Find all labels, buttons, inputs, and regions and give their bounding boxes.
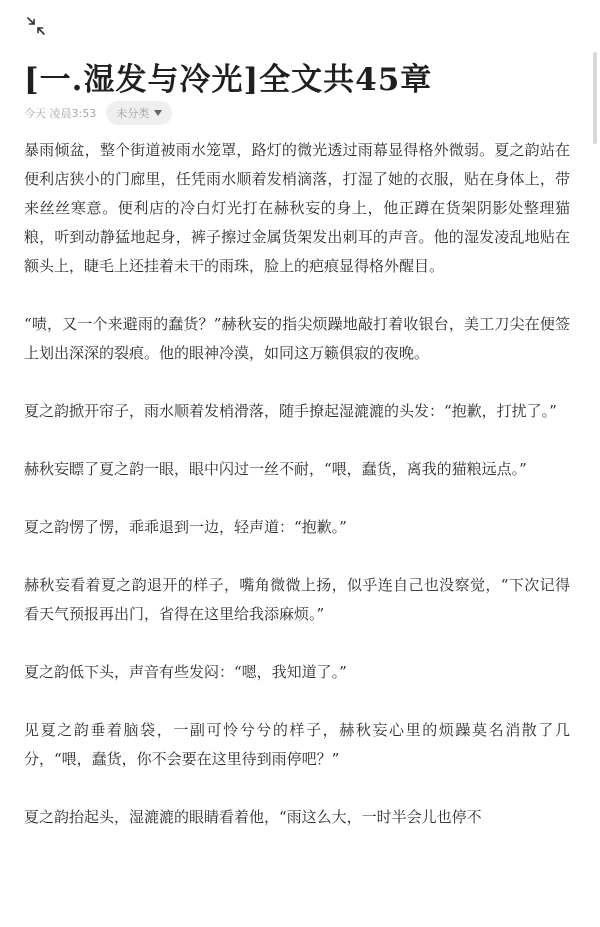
paragraph: 见夏之韵垂着脑袋，一副可怜兮兮的样子，赫秋妄心里的烦躁莫名消散了几分，“喂，蠢货，你不会要在这里待到雨停吧？” bbox=[24, 721, 570, 768]
paragraph: 夏之韵抬起头，湿漉漉的眼睛看着他，“雨这么大，一时半会儿也停不 bbox=[24, 808, 482, 826]
caret-down-icon bbox=[154, 110, 162, 116]
collapse-icon[interactable] bbox=[24, 14, 48, 38]
paragraph: 赫秋妄瞟了夏之韵一眼，眼中闪过一丝不耐，“喂，蠢货，离我的猫粮远点。” bbox=[24, 460, 527, 478]
paragraph: “啧，又一个来避雨的蠢货？”赫秋妄的指尖烦躁地敲打着收银台，美工刀尖在便签上划出深深的裂痕。他的眼神冷漠，如同这万籁俱寂的夜晚。 bbox=[24, 315, 570, 362]
note-meta bbox=[24, 101, 172, 125]
shrink-arrows-icon bbox=[26, 16, 46, 36]
category-dropdown[interactable] bbox=[106, 101, 172, 125]
category-label: 未分类 bbox=[116, 107, 150, 120]
paragraph: 赫秋妄看着夏之韵退开的样子，嘴角微微上扬，似乎连自己也没察觉，“下次记得看天气预报再出门，省得在这里给我添麻烦。” bbox=[24, 576, 570, 623]
paragraph: 夏之韵愣了愣，乖乖退到一边，轻声道：“抱歉。” bbox=[24, 518, 347, 536]
paragraph: 夏之韵低下头，声音有些发闷：“嗯，我知道了。” bbox=[24, 663, 347, 681]
article-body[interactable] bbox=[24, 136, 570, 861]
paragraph: 暴雨倾盆，整个街道被雨水笼罩，路灯的微光透过雨幕显得格外微弱。夏之韵站在便利店狭小的门廊里，任凭雨水顺着发梢滴落，打湿了她的衣服，贴在身体上，带来丝丝寒意。便利店的冷白灯光打在赫秋妄的身上，他正蹲在货架阴影处整理猫粮，听到动静猛地起身，裤子擦过金属货架发出刺耳的声音。他的湿发凌乱地贴在额头上，睫毛上还挂着未干的雨珠，脸上的疤痕显得格外醒目。 bbox=[24, 141, 570, 275]
paragraph: 夏之韵掀开帘子，雨水顺着发梢滑落，随手撩起湿漉漉的头发：“抱歉，打扰了。” bbox=[24, 402, 557, 420]
scrollbar[interactable] bbox=[593, 52, 597, 144]
timestamp: 今天 凌晨3:53 bbox=[24, 107, 97, 120]
page-title: [一.湿发与冷光]全文共45章 bbox=[24, 62, 433, 98]
